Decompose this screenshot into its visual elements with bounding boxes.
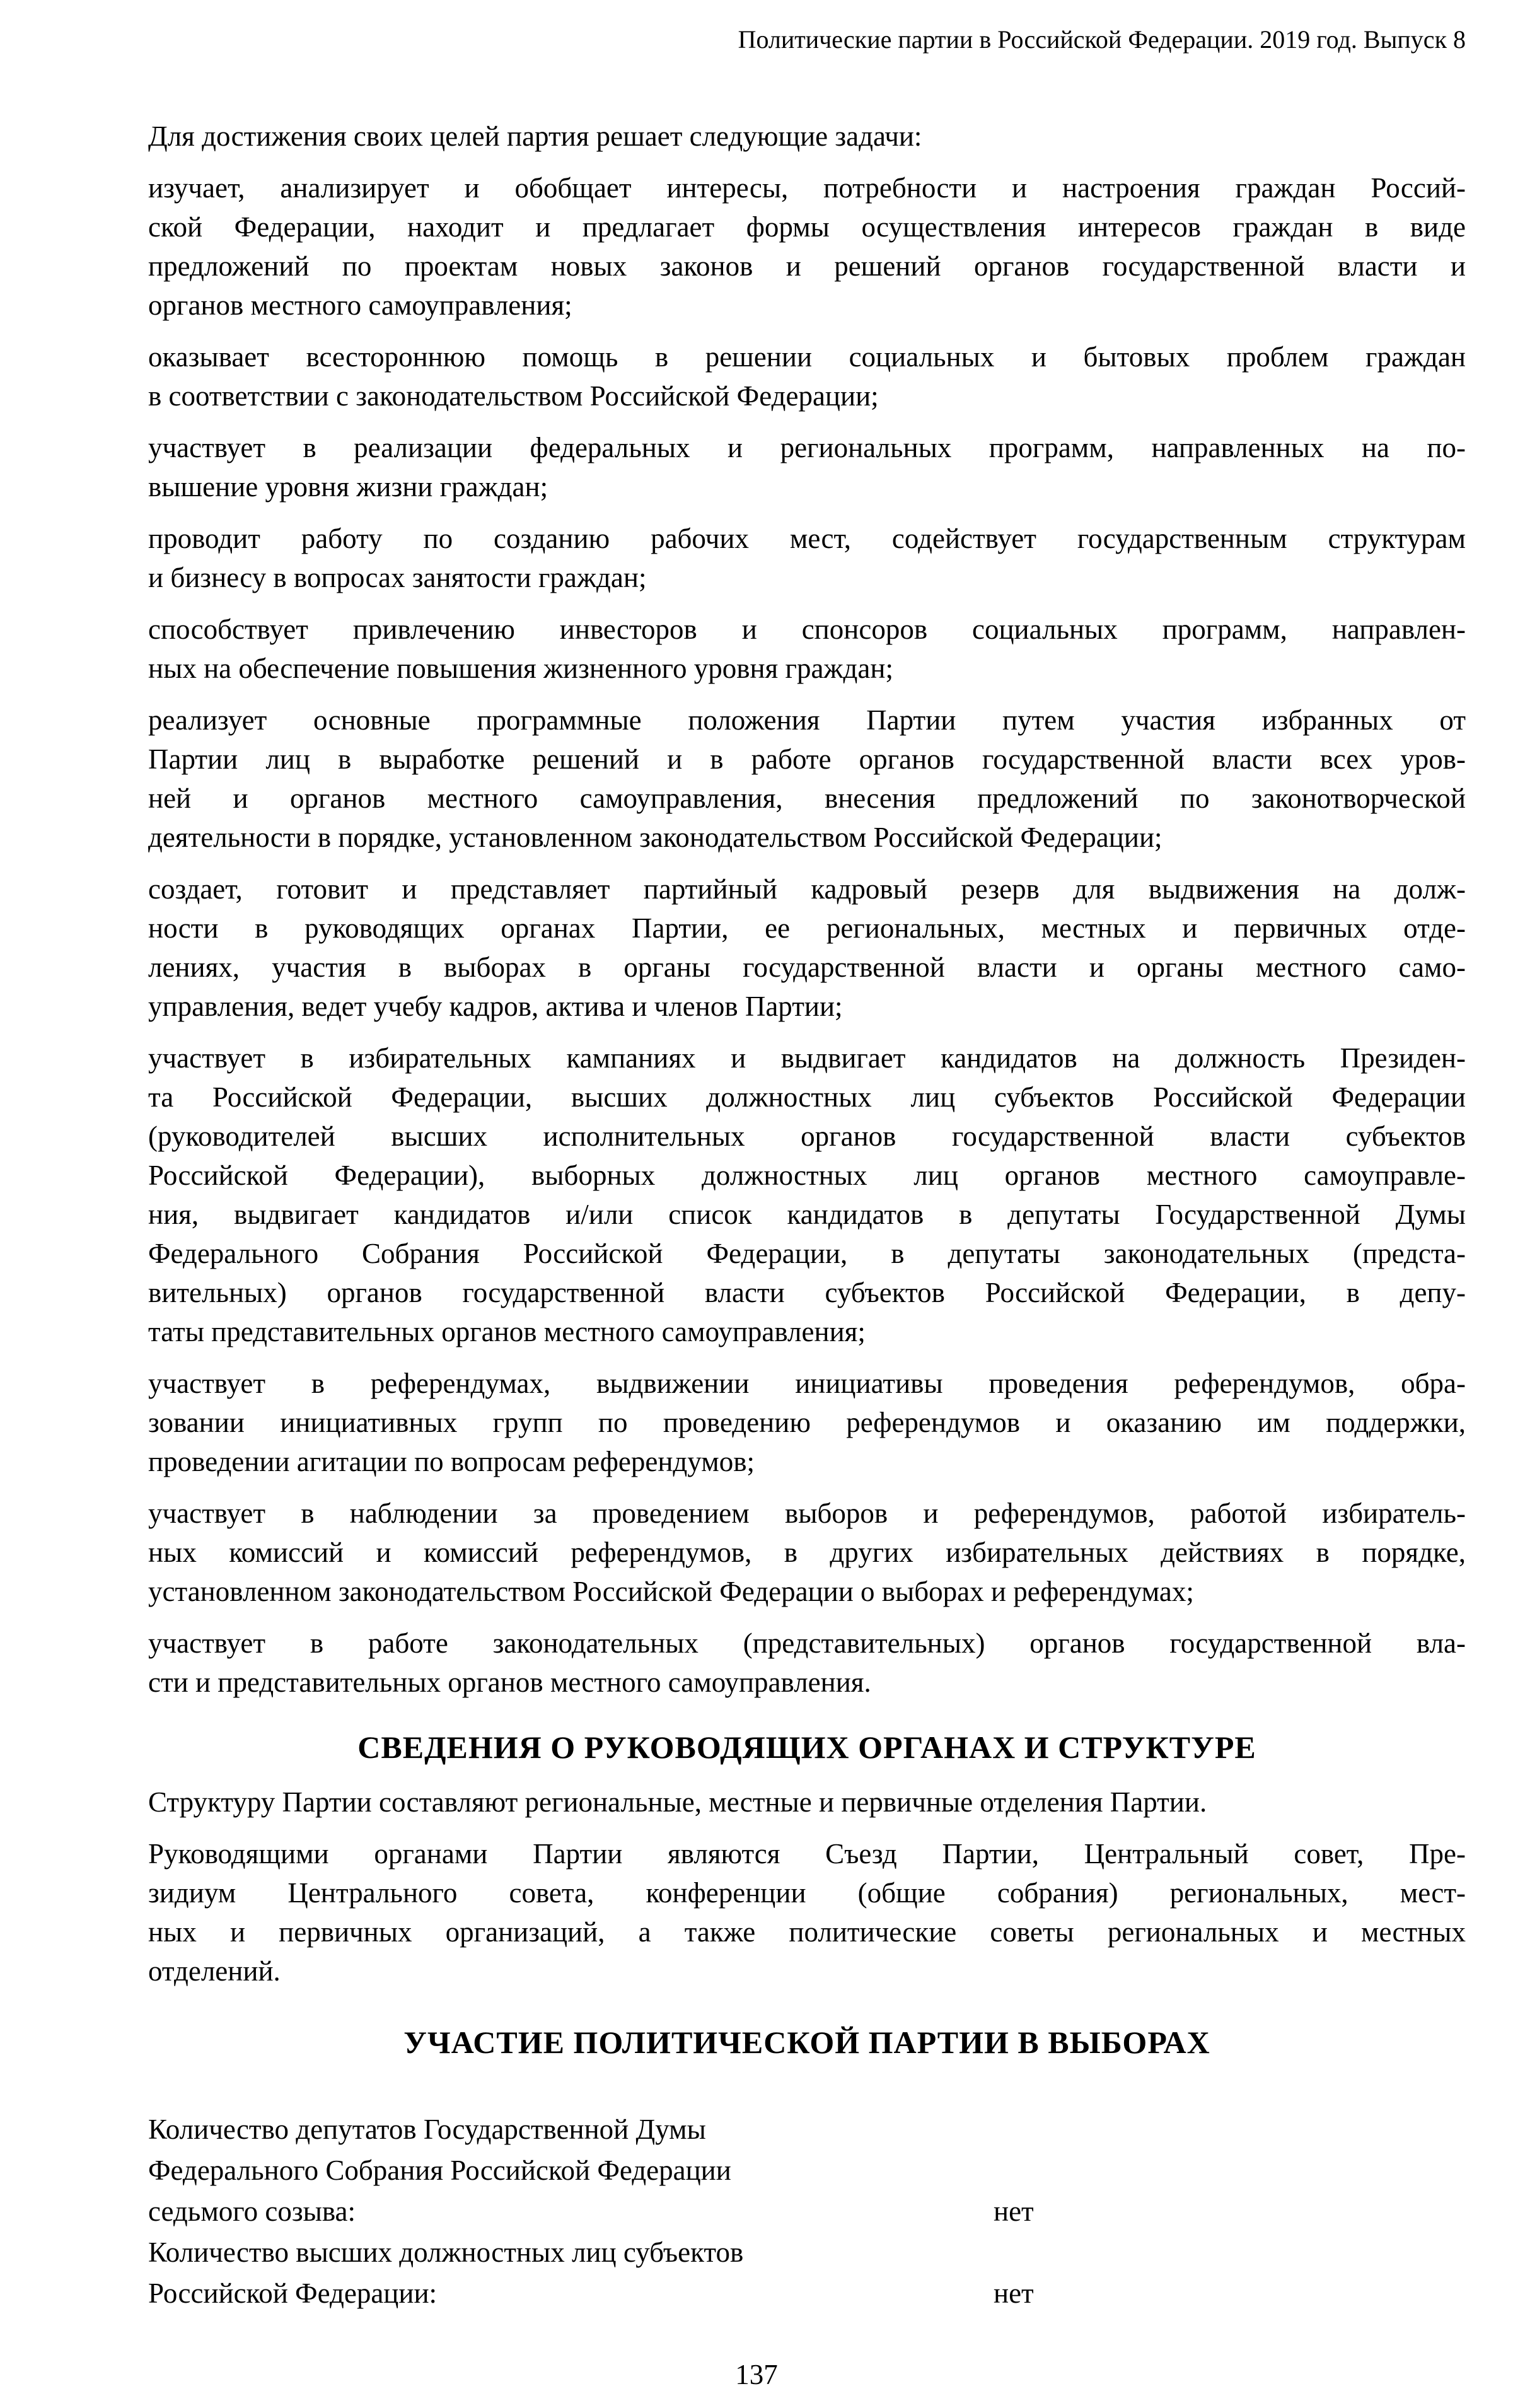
text-line: Российской Федерации), выборных должностных лиц органов местного самоуправле- xyxy=(148,1160,1466,1191)
text-line: та Российской Федерации, высших должностных лиц субъектов Российской Федерации xyxy=(148,1081,1466,1113)
task-paragraph-okazyvaet xyxy=(148,337,1466,416)
intro-paragraph xyxy=(148,117,1466,156)
text-line: отделений. xyxy=(148,1955,281,1987)
task-paragraph-sposobstvuet xyxy=(148,610,1466,688)
task-paragraph-nablyudenie xyxy=(148,1494,1466,1611)
stat-duma-deputies xyxy=(148,2109,1466,2232)
stat-value: нет xyxy=(994,2277,1034,2309)
text-line: реализует основные программные положения Партии путем участия избранных от xyxy=(148,704,1466,736)
task-paragraph-kampanii xyxy=(148,1038,1466,1351)
text-line: деятельности в порядке, установленном законодательством Российской Федерации; xyxy=(148,822,1162,853)
text-line: ных на обеспечение повышения жизненного уровня граждан; xyxy=(148,653,893,684)
structure-paragraph-struktura xyxy=(148,1783,1466,1822)
stat-label-line: Количество высших должностных лиц субъектов xyxy=(148,2236,744,2268)
text-line: Для достижения своих целей партия решает следующие задачи: xyxy=(148,120,922,152)
text-line: проведении агитации по вопросам референдумов; xyxy=(148,1446,755,1477)
task-paragraph-izuchaet xyxy=(148,168,1466,325)
task-paragraph-sozdaet xyxy=(148,870,1466,1026)
text-line: вительных) органов государственной власти субъектов Российской Федерации, в депу- xyxy=(148,1277,1466,1308)
text-block xyxy=(148,0,1466,2314)
text-line: участвует в работе законодательных (представительных) органов государственной вла- xyxy=(148,1627,1466,1659)
task-paragraph-provodit xyxy=(148,519,1466,597)
text-line: вышение уровня жизни граждан; xyxy=(148,471,548,503)
text-line: органов местного самоуправления; xyxy=(148,289,572,321)
task-paragraph-referendumy xyxy=(148,1364,1466,1481)
section-heading-elections: УЧАСТИЕ ПОЛИТИЧЕСКОЙ ПАРТИИ В ВЫБОРАХ xyxy=(403,2025,1210,2060)
running-header: Политические партии в Российской Федерации. 2019 год. Выпуск 8 xyxy=(738,25,1466,54)
text-line: способствует привлечению инвесторов и спонсоров социальных программ, направлен- xyxy=(148,614,1466,645)
text-line: сти и представительных органов местного самоуправления. xyxy=(148,1666,871,1698)
stat-label-line: седьмого созыва: xyxy=(148,2196,356,2227)
stat-regional-heads xyxy=(148,2232,1466,2314)
text-line: участвует в избирательных кампаниях и выдвигает кандидатов на должность Президен- xyxy=(148,1042,1466,1074)
text-line: в соответствии с законодательством Российской Федерации; xyxy=(148,380,879,412)
text-line: ности в руководящих органах Партии, ее региональных, местных и первичных отде- xyxy=(148,912,1466,944)
stat-label-line: Федерального Собрания Российской Федерации xyxy=(148,2155,731,2186)
stat-value: нет xyxy=(994,2196,1034,2227)
task-paragraph-realizuet xyxy=(148,701,1466,857)
text-line: (руководителей высших исполнительных органов государственной власти субъектов xyxy=(148,1120,1466,1152)
stat-label-line: Количество депутатов Государственной Думы xyxy=(148,2114,706,2145)
text-line: управления, ведет учебу кадров, актива и членов Партии; xyxy=(148,991,843,1022)
text-line: оказывает всестороннюю помощь в решении социальных и бытовых проблем граждан xyxy=(148,341,1466,373)
text-line: проводит работу по созданию рабочих мест, содействует государственным структурам xyxy=(148,523,1466,554)
text-line: предложений по проектам новых законов и решений органов государственной власти и xyxy=(148,250,1466,282)
text-line: ных и первичных организаций, а также политические советы региональных и местных xyxy=(148,1916,1466,1948)
text-line: установленном законодательством Российской Федерации о выборах и референдумах; xyxy=(148,1576,1194,1607)
text-line: зидиум Центрального совета, конференции (общие собрания) региональных, мест- xyxy=(148,1877,1466,1909)
page-number: 137 xyxy=(735,2359,778,2390)
section-heading-structure: СВЕДЕНИЯ О РУКОВОДЯЩИХ ОРГАНАХ И СТРУКТУРЕ xyxy=(357,1730,1256,1765)
text-line: участвует в реализации федеральных и региональных программ, направленных на по- xyxy=(148,432,1466,463)
text-line: зовании инициативных групп по проведению референдумов и оказанию им поддержки, xyxy=(148,1407,1466,1438)
text-line: таты представительных органов местного самоуправления; xyxy=(148,1316,866,1347)
text-line: участвует в референдумах, выдвижении инициативы проведения референдумов, обра- xyxy=(148,1368,1466,1399)
text-line: и бизнесу в вопросах занятости граждан; xyxy=(148,562,647,593)
text-line: участвует в наблюдении за проведением выборов и референдумов, работой избиратель- xyxy=(148,1498,1466,1529)
text-line: лениях, участия в выборах в органы государственной власти и органы местного само- xyxy=(148,951,1466,983)
text-line: создает, готовит и представляет партийный кадровый резерв для выдвижения на долж- xyxy=(148,873,1466,905)
text-line: Федерального Собрания Российской Федерации, в депутаты законодательных (предста- xyxy=(148,1238,1466,1269)
task-paragraph-realizacii xyxy=(148,428,1466,506)
task-paragraph-rabota xyxy=(148,1624,1466,1702)
text-line: ской Федерации, находит и предлагает формы осуществления интересов граждан в виде xyxy=(148,211,1466,243)
structure-paragraph-organy xyxy=(148,1834,1466,1991)
text-line: Структуру Партии составляют региональные, местные и первичные отделения Партии. xyxy=(148,1786,1207,1818)
text-line: изучает, анализирует и обобщает интересы, потребности и настроения граждан Россий- xyxy=(148,172,1466,204)
election-stats xyxy=(148,2109,1466,2314)
stat-label-line: Российской Федерации: xyxy=(148,2277,438,2309)
text-line: ных комиссий и комиссий референдумов, в других избирательных действиях в порядке, xyxy=(148,1537,1466,1568)
text-line: ния, выдвигает кандидатов и/или список кандидатов в депутаты Государственной Думы xyxy=(148,1199,1466,1230)
text-line: Партии лиц в выработке решений и в работе органов государственной власти всех уров- xyxy=(148,743,1466,775)
text-line: ней и органов местного самоуправления, внесения предложений по законотворческой xyxy=(148,782,1466,814)
text-line: Руководящими органами Партии являются Съезд Партии, Центральный совет, Пре- xyxy=(148,1838,1466,1870)
